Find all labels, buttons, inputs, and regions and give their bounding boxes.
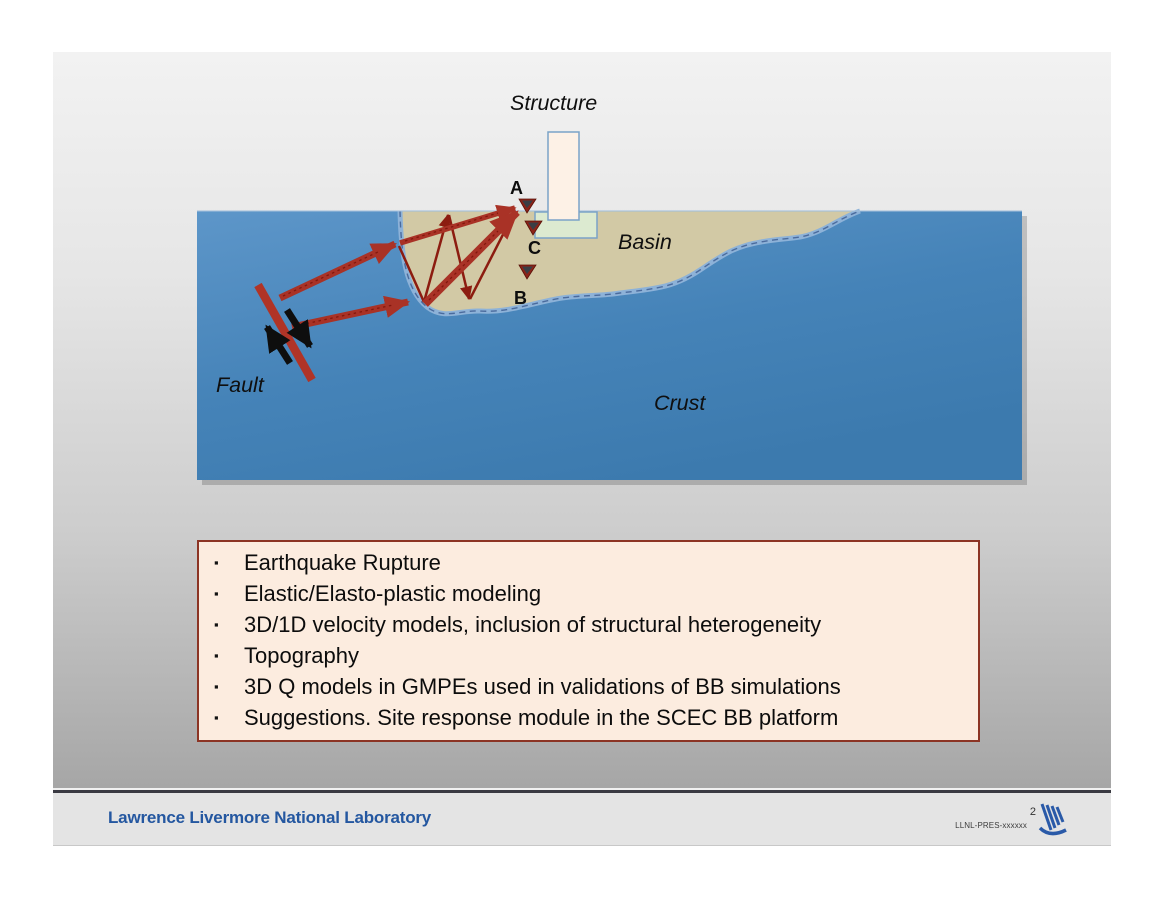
document-id: LLNL-PRES-xxxxxx bbox=[955, 821, 1027, 830]
list-item bbox=[199, 640, 978, 671]
list-item bbox=[199, 547, 978, 578]
station-c-label: C bbox=[528, 238, 541, 258]
bullet-icon: ▪ bbox=[214, 586, 219, 601]
bullet-icon: ▪ bbox=[214, 555, 219, 570]
slide-footer bbox=[53, 793, 1111, 846]
list-item-text: 3D/1D velocity models, inclusion of structural heterogeneity bbox=[244, 612, 822, 637]
bullet-icon: ▪ bbox=[214, 679, 219, 694]
slide-main-area bbox=[53, 52, 1111, 788]
list-item-text: Elastic/Elasto-plastic modeling bbox=[244, 581, 542, 606]
crust-label: Crust bbox=[654, 391, 706, 415]
list-item bbox=[199, 702, 978, 733]
bullet-icon: ▪ bbox=[214, 617, 219, 632]
list-item-text: 3D Q models in GMPEs used in validations of BB simulations bbox=[244, 674, 841, 699]
station-a-label: A bbox=[510, 178, 523, 198]
slide bbox=[53, 52, 1111, 846]
structure-label: Structure bbox=[510, 91, 598, 115]
list-item-text: Topography bbox=[244, 643, 359, 668]
structure-building bbox=[548, 132, 579, 220]
llnl-logo-icon bbox=[1037, 802, 1067, 838]
list-item-text: Earthquake Rupture bbox=[244, 550, 441, 575]
basin-label: Basin bbox=[618, 230, 672, 254]
org-name: Lawrence Livermore National Laboratory bbox=[108, 808, 432, 827]
topics-box bbox=[197, 540, 980, 742]
bullet-icon: ▪ bbox=[214, 648, 219, 663]
page-number: 2 bbox=[1029, 806, 1036, 818]
bullet-icon: ▪ bbox=[214, 710, 219, 725]
list-item bbox=[199, 671, 978, 702]
list-item bbox=[199, 578, 978, 609]
list-item-text: Suggestions. Site response module in the SCEC BB platform bbox=[244, 705, 839, 730]
list-item bbox=[199, 609, 978, 640]
topics-list bbox=[199, 547, 978, 733]
station-b-label: B bbox=[514, 288, 527, 308]
fault-label: Fault bbox=[216, 373, 264, 397]
